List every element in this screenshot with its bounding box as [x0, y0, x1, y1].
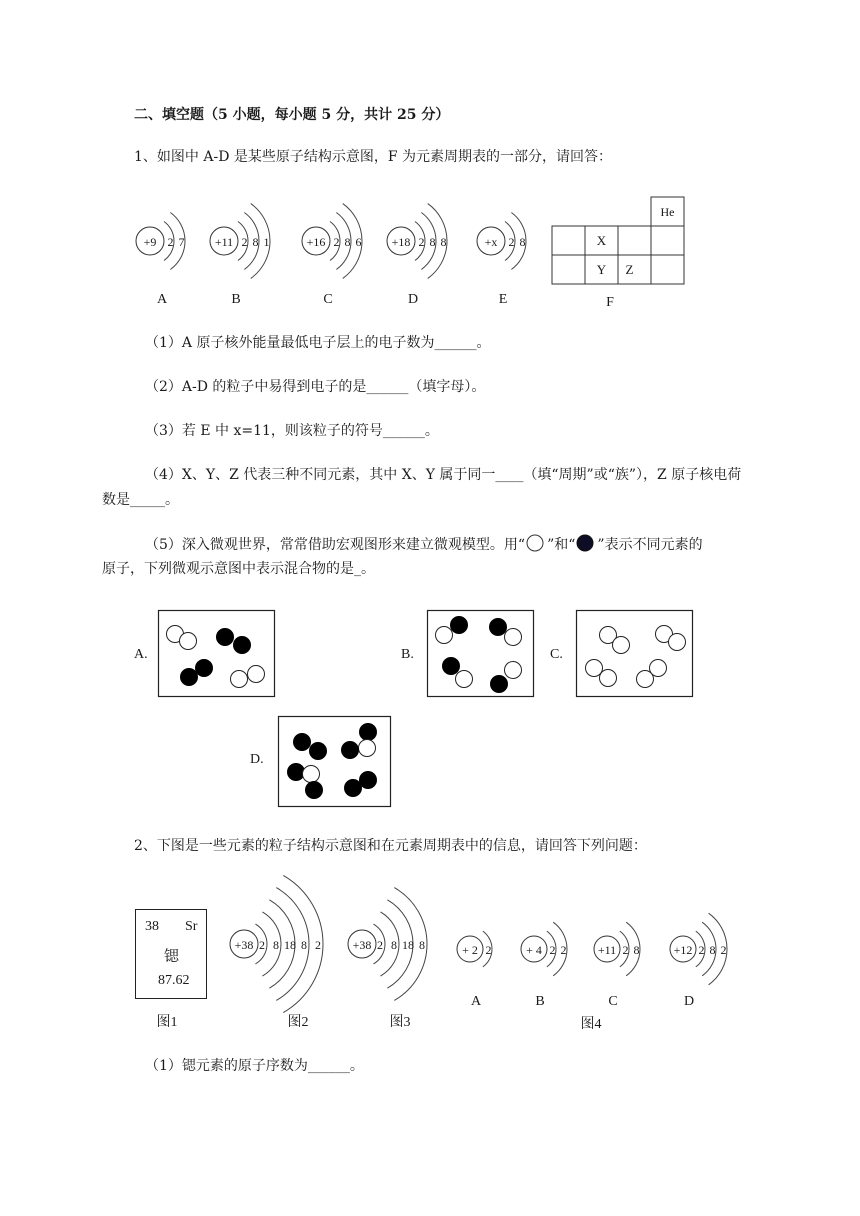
shell-electron-count: 2: [622, 943, 629, 957]
atom-label: D: [683, 994, 695, 1009]
shell-electron-count: 2: [315, 938, 321, 952]
q1-stem: 1、如图中 A-D 是某些原子结构示意图，F 为元素周期表的一部分，请回答：: [134, 149, 613, 165]
shell-electron-count: 2: [377, 938, 383, 952]
nucleus-charge: +11: [597, 943, 617, 957]
nucleus-charge: +16: [306, 235, 326, 249]
q2-sub1: （1）锶元素的原子序数为______。: [145, 1058, 364, 1074]
nucleus-charge: + 2: [462, 943, 478, 957]
atom-label: B: [535, 994, 545, 1009]
atom-diagram: [230, 875, 323, 1012]
atom-diagram: [457, 931, 492, 1009]
table-cell: [651, 226, 684, 255]
shell-electron-count: 2: [560, 943, 567, 957]
nucleus-charge: +38: [234, 938, 254, 952]
shell-electron-count: 8: [252, 235, 259, 249]
atomic-number: 38: [145, 919, 159, 934]
atom-diagram: [670, 913, 727, 1009]
q1-sub5-line2: 原子，下列微观示意图中表示混合物的是_。: [102, 561, 375, 577]
shell-electron-count: 8: [419, 938, 425, 952]
shell-electron-count: 2: [241, 235, 248, 249]
nucleus-charge: + 4: [526, 943, 542, 957]
atom-label: D: [407, 292, 419, 307]
table-label: F: [606, 295, 614, 310]
option-b-label: B.: [401, 647, 414, 662]
q1-sub1: （1）A 原子核外能量最低电子层上的电子数为______。: [145, 335, 491, 351]
caption-fig1: 图1: [156, 1015, 178, 1030]
atom-label: A: [156, 292, 168, 307]
nucleus-charge: +38: [352, 938, 372, 952]
q1-sub4-line2: 数是_____。: [102, 492, 179, 508]
atom-label: E: [498, 292, 508, 307]
table-cell: [552, 255, 585, 284]
section-title: 二、填空题（5 小题，每小题 5 分，共计 25 分）: [134, 107, 450, 123]
shell-electron-count: 2: [418, 235, 425, 249]
periodic-table-fragment: [552, 197, 684, 310]
atom-diagram: [136, 213, 185, 307]
shell-electron-count: 8: [429, 235, 436, 249]
option-a-model: [158, 610, 276, 698]
caption-fig2: 图2: [287, 1015, 309, 1030]
option-b-model: [427, 610, 535, 698]
white-atom-icon: [525, 534, 547, 552]
atom-diagram: [302, 204, 362, 307]
atom-label: A: [470, 994, 482, 1009]
sub5-text-a: （5）深入微观世界，常常借助宏观图形来建立微观模型。用“: [145, 537, 526, 553]
element-card: [135, 909, 207, 999]
shell-electron-count: 8: [709, 943, 716, 957]
shell-electron-count: 6: [355, 235, 362, 249]
atom-label: C: [323, 292, 333, 307]
shell-electron-count: 7: [178, 235, 185, 249]
atom-diagram: [594, 922, 640, 1009]
table-z: Z: [625, 262, 634, 277]
shell-electron-count: 1: [263, 235, 270, 249]
table-cell: [651, 255, 684, 284]
nucleus-charge: +18: [391, 235, 411, 249]
q1-sub3: （3）若 E 中 x=11，则该粒子的符号______。: [145, 423, 439, 439]
element-name: 锶: [164, 947, 180, 965]
shell-electron-count: 2: [720, 943, 727, 957]
table-y: Y: [596, 262, 607, 277]
q2-stem: 2、下图是一些元素的粒子结构示意图和在元素周期表中的信息，请回答下列问题：: [134, 838, 647, 854]
atom-diagram: [387, 204, 447, 307]
shell-electron-count: 2: [259, 938, 265, 952]
option-d-model: [278, 716, 392, 808]
shell-electron-count: 8: [344, 235, 351, 249]
shell-electron-count: 2: [167, 235, 174, 249]
nucleus-charge: +9: [143, 235, 157, 249]
shell-electron-count: 8: [391, 938, 397, 952]
shell-electron-count: 8: [301, 938, 307, 952]
shell-electron-count: 2: [333, 235, 340, 249]
atomic-mass: 87.62: [158, 973, 190, 988]
option-a-label: A.: [134, 647, 148, 662]
shell-electron-count: 8: [440, 235, 447, 249]
table-cell: [618, 226, 651, 255]
nucleus-charge: +12: [673, 943, 693, 957]
caption-fig3: 图3: [389, 1015, 411, 1030]
shell-electron-count: 18: [402, 938, 414, 952]
q1-sub5-line1: [145, 534, 703, 555]
sub5-text-b: ”和“: [547, 537, 576, 553]
shell-electron-count: 2: [549, 943, 556, 957]
atom-label: C: [608, 994, 618, 1009]
atom-diagram: [210, 204, 270, 307]
shell-electron-count: 2: [508, 235, 515, 249]
atom-diagram: [477, 213, 526, 307]
element-symbol: Sr: [185, 919, 198, 934]
atom-diagram: [521, 922, 567, 1009]
table-x: X: [596, 233, 607, 248]
option-c-label: C.: [550, 647, 563, 662]
shell-electron-count: 2: [698, 943, 705, 957]
sub5-text-c: ”表示不同元素的: [597, 537, 703, 553]
option-c-model: [576, 610, 694, 698]
nucleus-charge: +x: [484, 235, 498, 249]
shell-electron-count: 8: [273, 938, 279, 952]
option-d-label: D.: [250, 752, 264, 767]
q1-sub2: （2）A-D 的粒子中易得到电子的是______（填字母）。: [145, 379, 486, 395]
table-cell: [618, 255, 651, 284]
shell-electron-count: 8: [519, 235, 526, 249]
shell-electron-count: 2: [485, 943, 492, 957]
q1-atom-diagrams: [120, 188, 700, 313]
shell-electron-count: 18: [284, 938, 296, 952]
atom-label: B: [231, 292, 241, 307]
caption-fig4: 图4: [580, 1017, 602, 1032]
black-atom-icon: [575, 534, 597, 552]
atom-diagram: [348, 888, 427, 1001]
shell-electron-count: 8: [633, 943, 640, 957]
q1-sub4-line1: （4）X、Y、Z 代表三种不同元素，其中 X、Y 属于同一____（填“周期”或“族”），Z 原子核电荷: [145, 467, 742, 483]
nucleus-charge: +11: [214, 235, 234, 249]
table-cell: [552, 226, 585, 255]
table-he: He: [660, 205, 675, 219]
